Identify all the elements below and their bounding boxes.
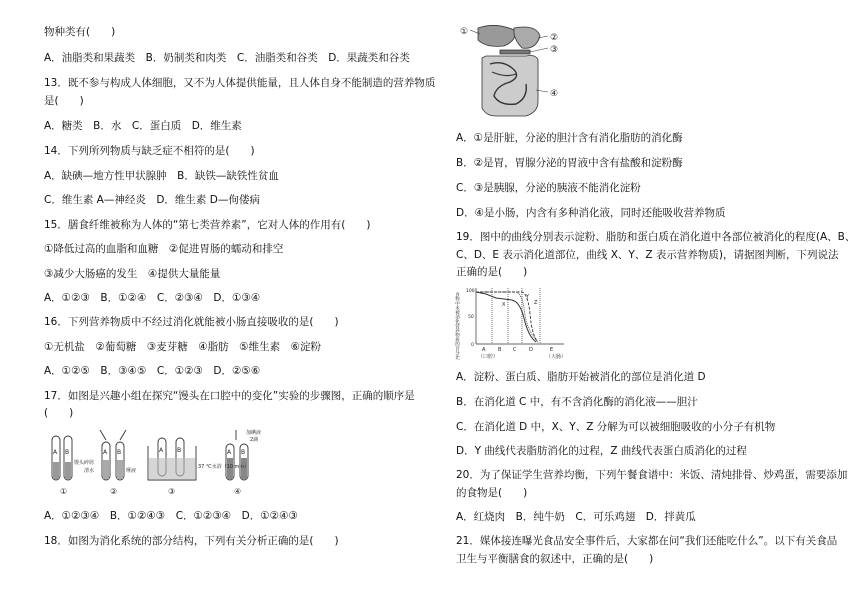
tube-label-a: A: [227, 449, 232, 456]
tube-label-b: B: [241, 449, 246, 456]
q18-option-c: C．③是胰腺，分泌的胰液不能消化淀粉: [456, 182, 641, 194]
q19-stem: 19．图中的曲线分别表示淀粉、脂肪和蛋白质在消化道中各部位被消化的程度(A、B、: [456, 231, 856, 243]
curve-label-x: X: [502, 302, 506, 308]
q20-stem: 20．为了保证学生营养均衡，下列午餐食谱中：米饭、清炖排骨、炒鸡蛋，需要添加: [456, 469, 848, 481]
step-label-2: ②: [110, 487, 118, 496]
q18-option-a: A．①是肝脏，分泌的胆汁含有消化脂肪的消化酶: [456, 132, 683, 144]
q18-digestive-system-figure: [456, 20, 566, 124]
y-tick-100: 100: [466, 289, 475, 294]
x-tick-e: E: [550, 347, 554, 353]
q15-items-2: ③减少大肠癌的发生 ④提供大量能量: [44, 268, 221, 280]
q12-options: A．油脂类和果蔬类 B．奶制类和肉类 C．油脂类和谷类 D．果蔬类和谷类: [44, 52, 410, 64]
organ-label-4: ④: [550, 89, 559, 99]
q16-stem: 16．下列营养物质中不经过消化就能被小肠直接吸收的是( ): [44, 316, 339, 328]
tube-label-a: A: [53, 449, 58, 456]
q21-stem: 21．媒体接连曝光食品安全事件后，大家都在问“我们还能吃什么”。以下有关食品: [456, 535, 838, 547]
q19-option-d: D．Y 曲线代表脂肪消化的过程，Z 曲线代表蛋白质消化的过程: [456, 445, 747, 457]
x-note-mouth: （口腔）: [478, 354, 499, 360]
q17-experiment-figure: [46, 428, 284, 500]
q20-options: A．红烧肉 B．纯牛奶 C．可乐鸡翅 D．拌黄瓜: [456, 511, 696, 523]
note-water: 清水: [84, 468, 95, 474]
q15-stem: 15．膳食纤维被称为人体的“第七类营养素”，它对人体的作用有( ): [44, 219, 371, 231]
step-label-4: ④: [234, 487, 242, 496]
note-saliva: 唾液: [126, 468, 137, 474]
q19-stem-cont: 正确的是( ): [456, 266, 528, 278]
organ-label-2: ②: [550, 33, 559, 43]
q15-items-1: ①降低过高的血脂和血糖 ②促进胃肠的蠕动和排空: [44, 243, 284, 255]
curve-label-z: Z: [534, 300, 538, 306]
q21-stem-cont: 卫生与平衡膳食的叙述中，正确的是( ): [456, 553, 654, 565]
q15-options: A．①②③ B．①②④ C．②③④ D．①③④: [44, 292, 261, 304]
x-note-large-intestine: （大肠）: [546, 354, 567, 360]
y-axis-label: 食物中未被消化营养物质的百分比: [454, 292, 460, 360]
q16-options: A．①②⑤ B．③④⑤ C．①②③ D．②⑤⑥: [44, 365, 261, 377]
q13-options: A．糖类 B．水 C．蛋白质 D．维生素: [44, 120, 242, 132]
tube-label-b: B: [65, 449, 70, 456]
note-drops: 2滴: [250, 437, 259, 443]
q19-option-c: C．在消化道 D 中，X、Y、Z 分解为可以被细胞吸收的小分子有机物: [456, 421, 776, 433]
q14-stem: 14．下列所列物质与缺乏症不相符的是( ): [44, 145, 255, 157]
organ-label-1: ①: [460, 27, 469, 37]
q20-stem-cont: 的食物是( ): [456, 487, 528, 499]
x-tick-b: B: [498, 347, 502, 353]
q19-option-b: B．在消化道 C 中，有不含消化酶的消化液——胆汁: [456, 396, 698, 408]
note-water-bath: 37 ℃水浴（10 min）: [198, 464, 249, 470]
q17-stem: 17．如图是兴趣小组在探究“馒头在口腔中的变化”实验的步骤图，正确的顺序是: [44, 390, 415, 402]
x-tick-c: C: [513, 347, 517, 353]
q16-items: ①无机盐 ②葡萄糖 ③麦芽糖 ④脂肪 ⑤维生素 ⑥淀粉: [44, 341, 321, 353]
tube-label-a: A: [159, 447, 164, 454]
q19-stem-cont: C、D、E 表示消化道部位，曲线 X、Y、Z 表示营养物质)，请据图判断，下列说法: [456, 249, 839, 261]
x-tick-a: A: [482, 347, 486, 353]
tube-label-a: A: [103, 449, 108, 456]
note-iodine: 加碘液: [246, 430, 262, 436]
q19-option-a: A．淀粉、蛋白质、脂肪开始被消化的部位是消化道 D: [456, 371, 706, 383]
q14-options-ab: A．缺碘—地方性甲状腺肿 B．缺铁—缺铁性贫血: [44, 170, 279, 182]
q19-digestion-curves-figure: [456, 284, 578, 360]
note-bread-crumbs: 馒头碎屑: [74, 460, 95, 466]
step-label-3: ③: [168, 487, 176, 496]
tube-label-b: B: [177, 447, 182, 454]
text-line: 物种类有( ): [44, 26, 116, 38]
q17-options: A．①②③④ B．①②④③ C．①②③④ D．①②④③: [44, 510, 298, 522]
y-tick-0: 0: [471, 343, 474, 348]
q13-stem: 13．既不参与构成人体细胞，又不为人体提供能量，且人体自身不能制造的营养物质: [44, 77, 436, 89]
q14-options-cd: C．维生素 A—神经炎 D．维生素 D—佝偻病: [44, 194, 260, 206]
q18-option-d: D．④是小肠，内含有多种消化液，同时还能吸收营养物质: [456, 207, 726, 219]
step-label-1: ①: [60, 487, 68, 496]
tube-label-b: B: [117, 449, 122, 456]
curve-label-y: Y: [526, 294, 530, 300]
organ-label-3: ③: [550, 45, 559, 55]
q17-stem-cont: ( ): [44, 407, 74, 419]
q18-option-b: B．②是胃，胃腺分泌的胃液中含有盐酸和淀粉酶: [456, 157, 683, 169]
x-tick-d: D: [529, 347, 533, 353]
q18-stem: 18．如图为消化系统的部分结构，下列有关分析正确的是( ): [44, 535, 339, 547]
q13-stem-cont: 是( ): [44, 95, 84, 107]
y-tick-50: 50: [468, 315, 474, 320]
